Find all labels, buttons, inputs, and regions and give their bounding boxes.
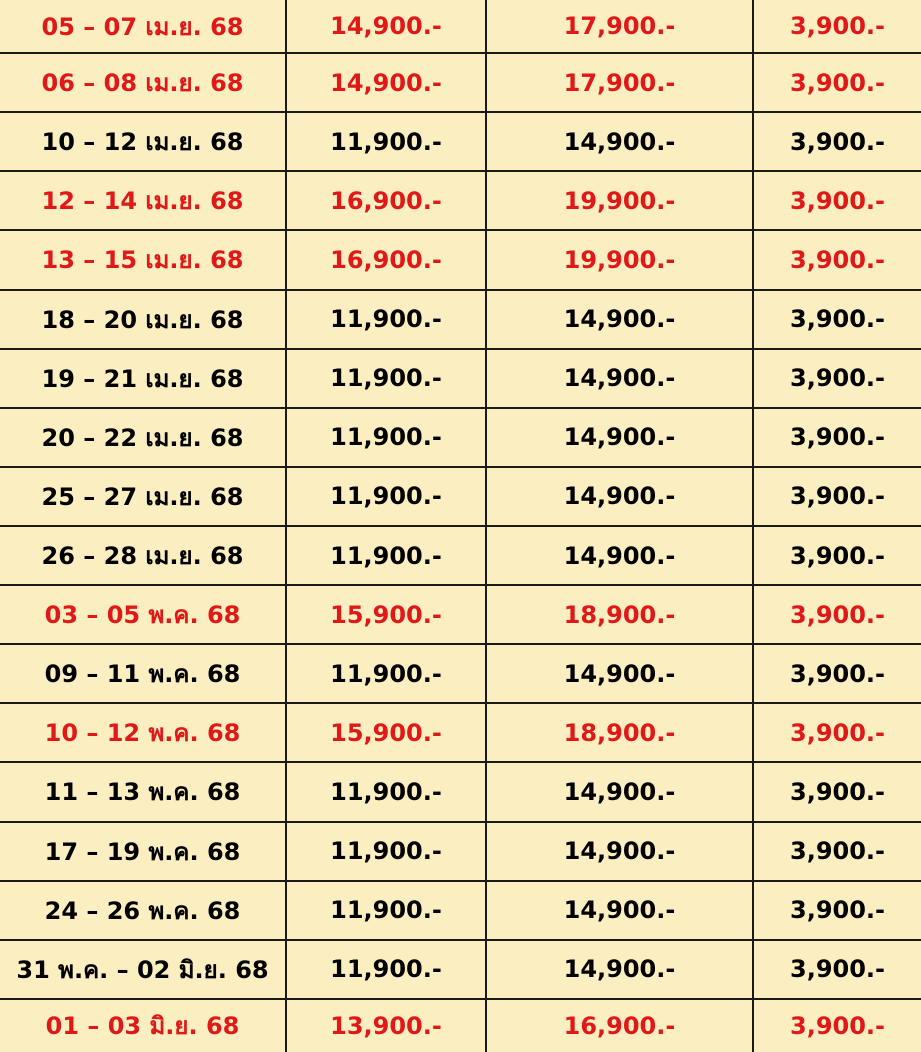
table-row: [0, 526, 921, 585]
single-price-cell: 16,900.-: [486, 999, 753, 1052]
extra-price-cell: 3,900.-: [753, 585, 921, 644]
table-row: [0, 999, 921, 1052]
travel-date-cell: 11 – 13 พ.ค. 68: [0, 762, 286, 821]
travel-date-cell: 10 – 12 พ.ค. 68: [0, 703, 286, 762]
table-row: [0, 290, 921, 349]
single-price-cell: 17,900.-: [486, 0, 753, 53]
travel-date-cell: 05 – 07 เม.ย. 68: [0, 0, 286, 53]
single-price-cell: 14,900.-: [486, 467, 753, 526]
adult-price-cell: 15,900.-: [286, 703, 486, 762]
adult-price-cell: 11,900.-: [286, 467, 486, 526]
extra-price-cell: 3,900.-: [753, 881, 921, 940]
table-row: [0, 0, 921, 53]
adult-price-cell: 11,900.-: [286, 762, 486, 821]
extra-price-cell: 3,900.-: [753, 230, 921, 289]
adult-price-cell: 16,900.-: [286, 230, 486, 289]
adult-price-cell: 11,900.-: [286, 290, 486, 349]
adult-price-cell: 15,900.-: [286, 585, 486, 644]
extra-price-cell: 3,900.-: [753, 526, 921, 585]
table-row: [0, 53, 921, 112]
table-row: [0, 822, 921, 881]
travel-date-cell: 25 – 27 เม.ย. 68: [0, 467, 286, 526]
travel-date-cell: 09 – 11 พ.ค. 68: [0, 644, 286, 703]
single-price-cell: 14,900.-: [486, 644, 753, 703]
adult-price-cell: 11,900.-: [286, 112, 486, 171]
single-price-cell: 19,900.-: [486, 171, 753, 230]
adult-price-cell: 14,900.-: [286, 0, 486, 53]
adult-price-cell: 11,900.-: [286, 822, 486, 881]
table-row: [0, 881, 921, 940]
single-price-cell: 14,900.-: [486, 762, 753, 821]
table-row: [0, 703, 921, 762]
travel-date-cell: 10 – 12 เม.ย. 68: [0, 112, 286, 171]
travel-date-cell: 19 – 21 เม.ย. 68: [0, 349, 286, 408]
extra-price-cell: 3,900.-: [753, 0, 921, 53]
table-row: [0, 408, 921, 467]
travel-date-cell: 12 – 14 เม.ย. 68: [0, 171, 286, 230]
extra-price-cell: 3,900.-: [753, 171, 921, 230]
single-price-cell: 14,900.-: [486, 822, 753, 881]
extra-price-cell: 3,900.-: [753, 644, 921, 703]
travel-date-cell: 20 – 22 เม.ย. 68: [0, 408, 286, 467]
extra-price-cell: 3,900.-: [753, 290, 921, 349]
single-price-cell: 14,900.-: [486, 290, 753, 349]
extra-price-cell: 3,900.-: [753, 53, 921, 112]
table-row: [0, 467, 921, 526]
single-price-cell: 14,900.-: [486, 349, 753, 408]
adult-price-cell: 11,900.-: [286, 881, 486, 940]
table-row: [0, 230, 921, 289]
adult-price-cell: 11,900.-: [286, 940, 486, 999]
table-row: [0, 112, 921, 171]
travel-date-cell: 24 – 26 พ.ค. 68: [0, 881, 286, 940]
single-price-cell: 14,900.-: [486, 526, 753, 585]
extra-price-cell: 3,900.-: [753, 762, 921, 821]
single-price-cell: 19,900.-: [486, 230, 753, 289]
travel-date-cell: 01 – 03 มิ.ย. 68: [0, 999, 286, 1052]
travel-date-cell: 26 – 28 เม.ย. 68: [0, 526, 286, 585]
single-price-cell: 18,900.-: [486, 585, 753, 644]
travel-date-cell: 17 – 19 พ.ค. 68: [0, 822, 286, 881]
travel-date-cell: 06 – 08 เม.ย. 68: [0, 53, 286, 112]
extra-price-cell: 3,900.-: [753, 112, 921, 171]
single-price-cell: 14,900.-: [486, 112, 753, 171]
extra-price-cell: 3,900.-: [753, 408, 921, 467]
extra-price-cell: 3,900.-: [753, 703, 921, 762]
table-row: [0, 171, 921, 230]
adult-price-cell: 11,900.-: [286, 644, 486, 703]
single-price-cell: 14,900.-: [486, 408, 753, 467]
extra-price-cell: 3,900.-: [753, 999, 921, 1052]
adult-price-cell: 11,900.-: [286, 349, 486, 408]
table-row: [0, 762, 921, 821]
travel-date-cell: 13 – 15 เม.ย. 68: [0, 230, 286, 289]
table-row: [0, 644, 921, 703]
extra-price-cell: 3,900.-: [753, 822, 921, 881]
single-price-cell: 17,900.-: [486, 53, 753, 112]
travel-date-cell: 31 พ.ค. – 02 มิ.ย. 68: [0, 940, 286, 999]
adult-price-cell: 13,900.-: [286, 999, 486, 1052]
adult-price-cell: 11,900.-: [286, 526, 486, 585]
adult-price-cell: 14,900.-: [286, 53, 486, 112]
single-price-cell: 14,900.-: [486, 881, 753, 940]
travel-date-cell: 18 – 20 เม.ย. 68: [0, 290, 286, 349]
table-row: [0, 585, 921, 644]
single-price-cell: 18,900.-: [486, 703, 753, 762]
table-row: [0, 349, 921, 408]
single-price-cell: 14,900.-: [486, 940, 753, 999]
adult-price-cell: 16,900.-: [286, 171, 486, 230]
travel-date-cell: 03 – 05 พ.ค. 68: [0, 585, 286, 644]
extra-price-cell: 3,900.-: [753, 349, 921, 408]
adult-price-cell: 11,900.-: [286, 408, 486, 467]
extra-price-cell: 3,900.-: [753, 467, 921, 526]
table-row: [0, 940, 921, 999]
extra-price-cell: 3,900.-: [753, 940, 921, 999]
